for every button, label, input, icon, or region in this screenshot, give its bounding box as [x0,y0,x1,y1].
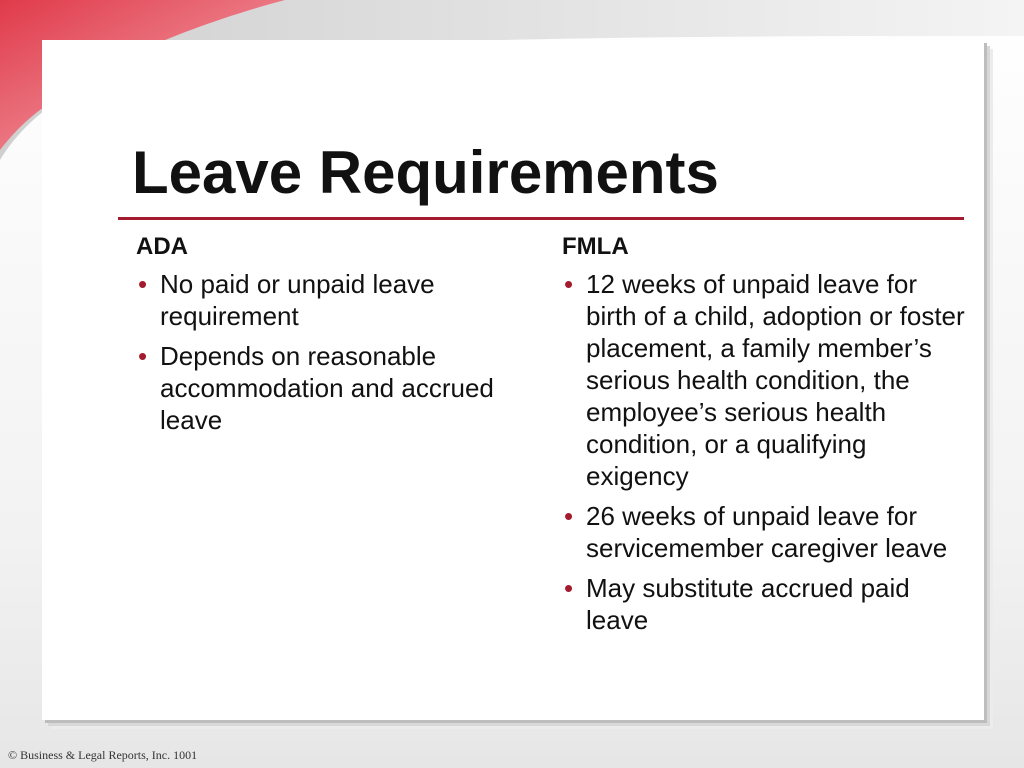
fmla-bullet-list [562,268,972,636]
list-item [562,500,972,564]
bullet-icon: • [138,269,148,299]
list-item [562,572,972,636]
bullet-icon: • [564,501,574,531]
fmla-heading: FMLA [562,233,629,260]
bullet-text: No paid or unpaid leave requirement [160,269,435,331]
bullet-text: 26 weeks of unpaid leave for servicemember caregiver leave [586,501,948,563]
ada-bullet-list [136,268,516,436]
list-item [136,340,516,436]
bullet-icon: • [564,573,574,603]
list-item [136,268,516,332]
bullet-text: May substitute accrued paid leave [586,573,910,635]
ada-column [136,232,516,444]
title-rule [118,217,964,220]
fmla-column [562,232,972,644]
list-item [562,268,972,492]
bullet-icon: • [138,341,148,371]
bullet-icon: • [564,269,574,299]
ada-heading: ADA [136,233,188,260]
slide-title: Leave Requirements [132,139,719,206]
bullet-text: Depends on reasonable accommodation and accrued leave [160,341,494,435]
bullet-text: 12 weeks of unpaid leave for birth of a child, adoption or foster placement, a family member’s serious health condition, the employee’s serious health condition, or a qualifying exigency [586,269,965,491]
copyright-footer: © Business & Legal Reports, Inc. 1001 [8,748,198,762]
